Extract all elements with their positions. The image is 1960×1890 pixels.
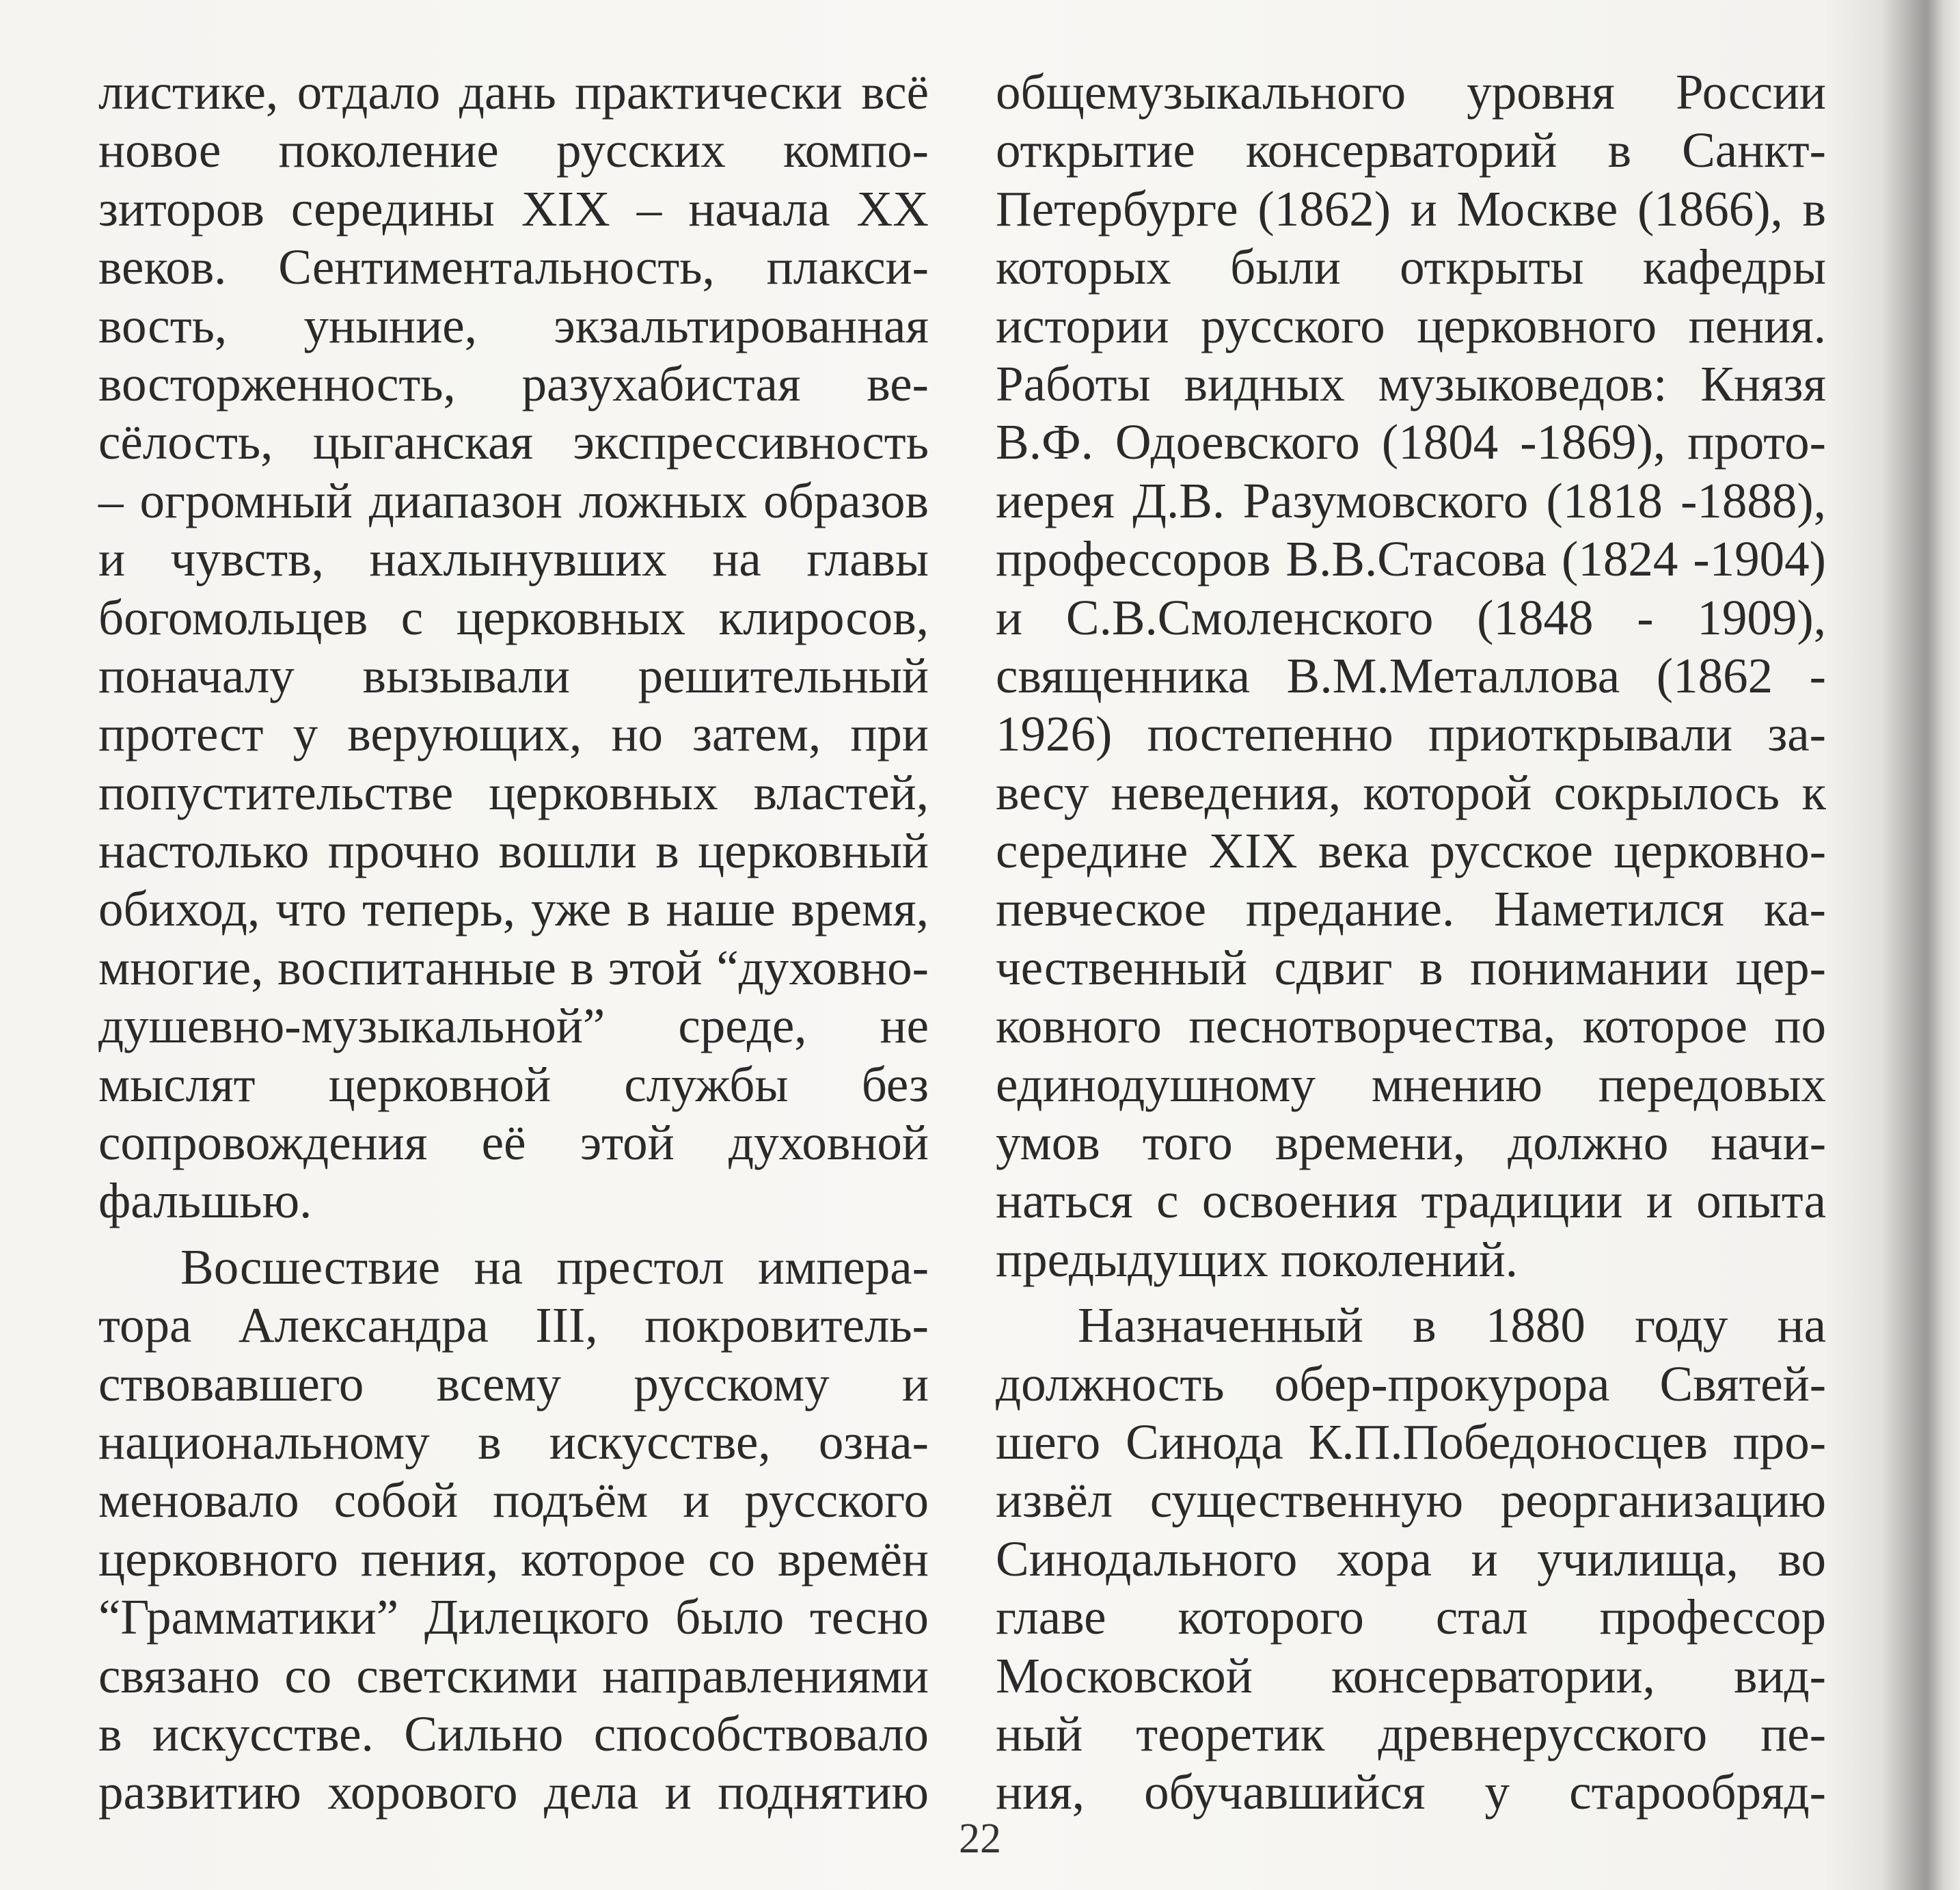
text-line: сёлость, цыганская экспрессивность [98,414,929,470]
text-line: ствовавшего всему русскому и [98,1355,929,1412]
text-line: шего Синода К.П.Победоносцев про- [996,1414,1826,1470]
text-line: душевно-музыкальной” среде, не [98,998,929,1054]
text-line: ния, обучавшийся у старообряд- [996,1764,1826,1820]
paragraph-end-line: фальшью. [98,1173,312,1229]
text-line: середине XIX века русское церковно- [996,823,1826,879]
text-line: ный теоретик древнерусского пе- [996,1705,1826,1761]
left-text-column [98,63,929,1822]
text-line: В.Ф. Одоевского (1804 -1869), прото- [996,414,1826,470]
text-line: Работы видных музыковедов: Князя [996,355,1826,411]
text-line: единодушному мнению передовых [996,1056,1826,1112]
text-line: мыслят церковной службы без [98,1056,929,1112]
text-line: зиторов середины XIX – начала XX [98,180,929,237]
text-line: обиход, что теперь, уже в наше время, [98,881,929,937]
text-line: Московской консерватории, вид- [996,1647,1826,1703]
text-line: связано со светскими направлениями [98,1647,929,1703]
page-number: 22 [959,1815,1001,1862]
text-line: в искусстве. Сильно способствовало [98,1705,929,1761]
text-line: “Грамматики” Дилецкого было тесно [98,1589,929,1645]
text-line: певческое предание. Наметился ка- [996,881,1826,937]
text-line: веков. Сентиментальность, плакси- [98,239,929,295]
text-line: иерея Д.В. Разумовского (1818 -1888), [996,472,1826,528]
right-text-column [996,63,1826,1822]
text-line: главе которого стал профессор [996,1589,1826,1645]
paragraph-start-line: Назначенный в 1880 году на [1078,1297,1826,1353]
text-line: которых были открыты кафедры [996,239,1826,295]
text-line: меновало собой подъём и русского [98,1472,929,1528]
text-line: профессоров В.В.Стасова (1824 -1904) [996,531,1826,587]
text-line: и С.В.Смоленского (1848 - 1909), [996,589,1826,645]
text-line: извёл существенную реорганизацию [996,1472,1826,1528]
text-line: – огромный диапазон ложных образов [98,472,929,528]
text-line: священника В.М.Металлова (1862 - [996,647,1826,703]
text-line: общемузыкального уровня России [996,64,1826,120]
paragraph-end-line: предыдущих поколений. [996,1231,1519,1287]
text-line: вость, уныние, экзальтированная [98,297,929,353]
text-line: восторженность, разухабистая ве- [98,355,929,411]
text-line: национальному в искусстве, озна- [98,1414,929,1470]
text-line: листике, отдало дань практически всё [98,64,929,120]
text-line: многие, воспитанные в этой “духовно- [98,939,929,995]
text-line: ковного песнотворчества, которое по [996,998,1826,1054]
text-line: сопровождения её этой духовной [98,1115,929,1171]
text-line: должность обер-прокурора Святей- [996,1355,1826,1412]
text-line: 1926) постепенно приоткрывали за- [996,706,1826,762]
text-line: Петербурге (1862) и Москве (1866), в [996,180,1826,237]
text-line: тора Александра III, покровитель- [98,1297,929,1353]
text-line: и чувств, нахлынувших на главы [98,531,929,587]
text-line: Синодального хора и училища, во [996,1530,1826,1587]
text-line: протест у верующих, но затем, при [98,706,929,762]
text-line: попустительстве церковных властей, [98,764,929,820]
text-line: весу неведения, которой сокрылось к [996,764,1826,820]
text-line: новое поколение русских компо- [98,122,929,178]
text-line: церковного пения, которое со времён [98,1530,929,1587]
text-line: богомольцев с церковных клиросов, [98,589,929,645]
text-line: наться с освоения традиции и опыта [996,1173,1826,1229]
text-line: чественный сдвиг в понимании цер- [996,939,1826,995]
text-line: истории русского церковного пения. [996,297,1826,353]
text-line: развитию хорового дела и поднятию [98,1764,929,1820]
paragraph-start-line: Восшествие на престол импера- [180,1239,929,1295]
text-line: настолько прочно вошли в церковный [98,823,929,879]
text-line: умов того времени, должно начи- [996,1115,1826,1171]
text-line: поначалу вызывали решительный [98,647,929,703]
text-line: открытие консерваторий в Санкт- [996,122,1826,178]
